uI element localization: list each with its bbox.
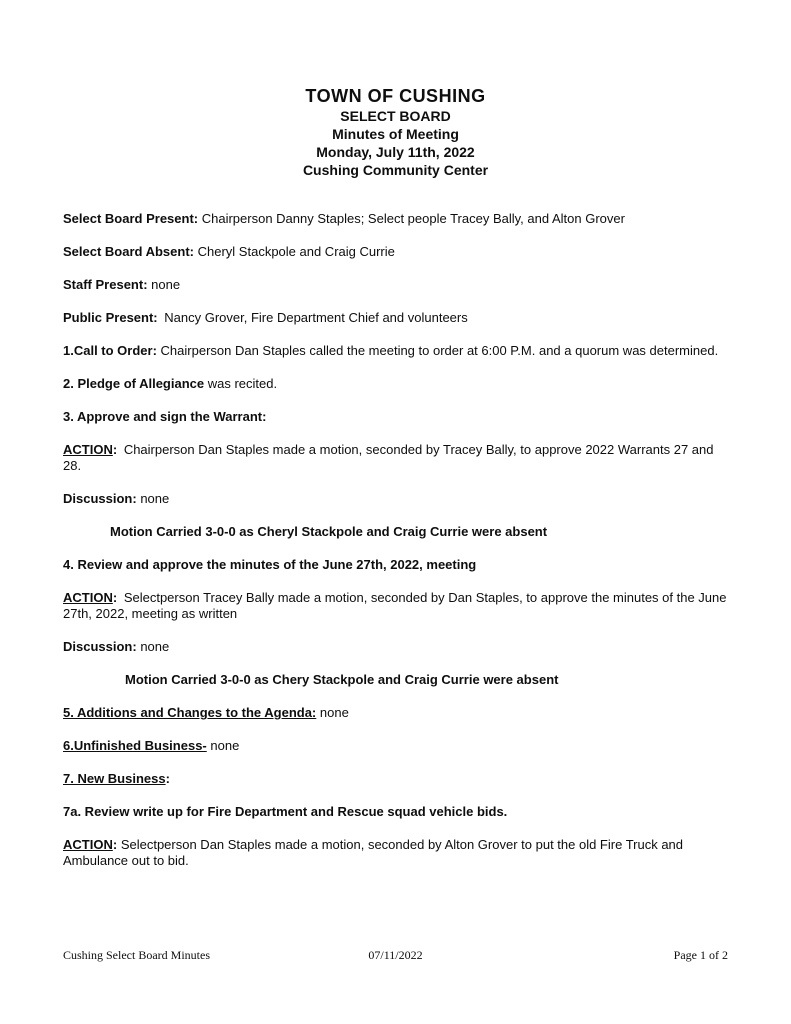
new-business-colon: : [165,771,170,786]
header-meeting-date: Monday, July 11th, 2022 [316,144,475,160]
staff-present-text: none [151,277,181,292]
call-to-order [63,343,728,359]
select-board-present-label: Select Board Present: [63,211,199,226]
warrant-action [63,442,728,474]
footer-page-number: Page 1 of 2 [673,948,728,962]
header-meeting-location: Cushing Community Center [302,162,489,178]
vehicle-action-word: ACTION [63,837,113,852]
staff-present [63,277,728,293]
call-to-order-label: 1.Call to Order: [63,343,157,358]
new-business-heading [63,771,728,787]
call-to-order-text: Chairperson Dan Staples called the meeting to order at 6:00 P.M. and a quorum was determined. [160,343,719,358]
warrant-heading: 3. Approve and sign the Warrant: [63,409,267,424]
unfinished-business [63,738,728,754]
header-doc-type: Minutes of Meeting [332,126,459,142]
minutes-discussion [63,639,728,655]
document-header [63,86,728,179]
vehicle-action-label [63,837,117,852]
select-board-absent-label: Select Board Absent: [63,244,194,259]
vehicle-action-text: Selectperson Dan Staples made a motion, seconded by Alton Grover to put the old Fire Truck and Ambulance out to bid. [63,837,684,868]
select-board-present [63,211,728,227]
additions-agenda-label: 5. Additions and Changes to the Agenda: [63,705,317,720]
warrant-motion-result: Motion Carried 3-0-0 as Cheryl Stackpole and Craig Currie were absent [110,524,548,539]
warrant-action-word: ACTION [63,442,113,457]
minutes-heading: 4. Review and approve the minutes of the June 27th, 2022, meeting [63,557,477,572]
footer-doc-name: Cushing Select Board Minutes [63,948,210,962]
vehicle-action-colon: : [112,837,118,852]
unfinished-business-text: none [210,738,240,753]
minutes-action-label [63,590,117,605]
header-board-name: SELECT BOARD [340,108,451,124]
minutes-motion-result: Motion Carried 3-0-0 as Chery Stackpole and Craig Currie were absent [125,672,559,687]
select-board-absent [63,244,728,260]
additions-agenda [63,705,728,721]
minutes-action-text: Selectperson Tracey Bally made a motion, seconded by Dan Staples, to approve the minutes of the June 27th, 2022, meeting as written [63,590,727,621]
select-board-present-text: Chairperson Danny Staples; Select people Tracey Bally, and Alton Grover [201,211,625,226]
warrant-discussion-label: Discussion: [63,491,137,506]
pledge-of-allegiance [63,376,728,392]
minutes-discussion-label: Discussion: [63,639,137,654]
warrant-discussion-text: none [140,491,170,506]
public-present-text: Nancy Grover, Fire Department Chief and volunteers [164,310,468,325]
staff-present-label: Staff Present: [63,277,148,292]
minutes-action-word: ACTION [63,590,113,605]
warrant-action-label [63,442,117,457]
public-present [63,310,728,326]
select-board-absent-text: Cheryl Stackpole and Craig Currie [197,244,395,259]
additions-agenda-text: none [319,705,349,720]
pledge-text: was recited. [207,376,278,391]
minutes-action-colon: : [112,590,118,605]
unfinished-business-label: 6.Unfinished Business- [63,738,207,753]
document-title: TOWN OF CUSHING [305,86,486,106]
new-business-7a-heading: 7a. Review write up for Fire Department and Rescue squad vehicle bids. [63,804,508,819]
vehicle-bids-action [63,837,728,869]
warrant-discussion [63,491,728,507]
new-business-label: 7. New Business [63,771,166,786]
public-present-label: Public Present: [63,310,158,325]
warrant-action-text: Chairperson Dan Staples made a motion, seconded by Tracey Bally, to approve 2022 Warrants 27 and 28. [63,442,714,473]
warrant-action-colon: : [112,442,118,457]
footer-date: 07/11/2022 [368,948,423,962]
minutes-action [63,590,728,622]
pledge-label: 2. Pledge of Allegiance [63,376,205,391]
minutes-discussion-text: none [140,639,170,654]
